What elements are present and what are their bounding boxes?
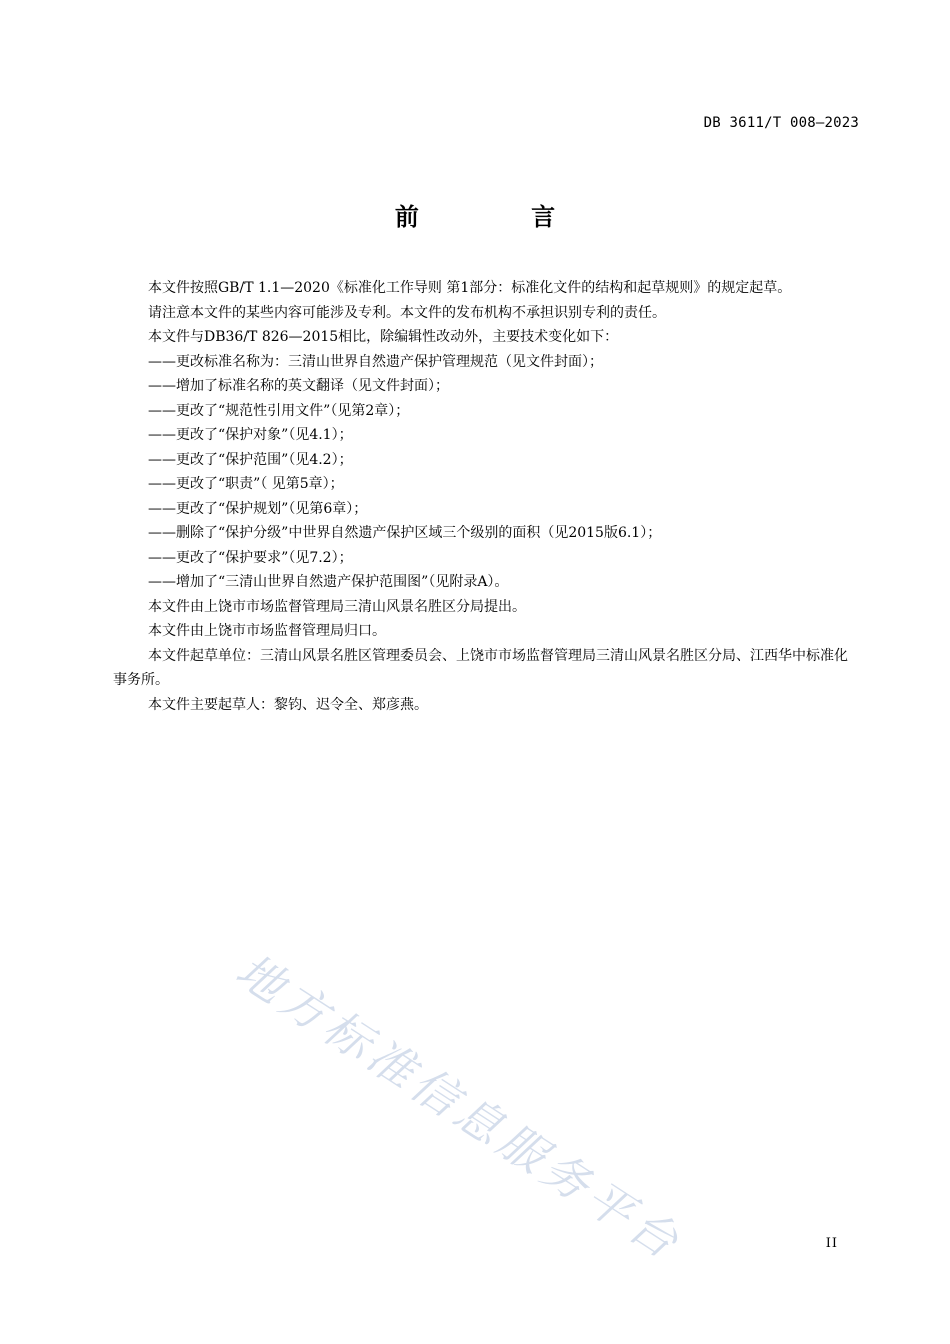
- paragraph-patent-notice: 请注意本文件的某些内容可能涉及专利。本文件的发布机构不承担识别专利的责任。: [148, 304, 666, 321]
- change-item: ——增加了“三清山世界自然遗产保护范围图”（见附录A）。: [148, 574, 509, 590]
- watermark-text: 地方标准信息服务平台: [226, 942, 693, 1272]
- paragraph-drafters: 本文件主要起草人：黎钧、迟令全、郑彦燕。: [148, 696, 428, 713]
- change-item: ——更改了“职责”（ 见第5章）；: [148, 476, 344, 492]
- change-item: ——增加了标准名称的英文翻译（见文件封面）；: [148, 378, 449, 394]
- change-item: ——更改标准名称为：三清山世界自然遗产保护管理规范（见文件封面）；: [148, 353, 603, 370]
- paragraph-centralized-unit: 本文件由上饶市市场监督管理局归口。: [148, 623, 386, 639]
- change-item: ——更改了“保护对象”（见4.1）；: [148, 427, 353, 443]
- change-item: ——更改了“保护规划”（见第6章）；: [148, 500, 368, 517]
- change-item: ——更改了“保护范围”（见4.2）；: [148, 451, 353, 468]
- paragraph-drafting-units: 本文件起草单位：三清山风景名胜区管理委员会、上饶市市场监督管理局三清山风景名胜区分局、江西华中标准化事务所。: [113, 647, 848, 688]
- page-number: II: [825, 1236, 838, 1251]
- standard-code: DB 3611/T 008—2023: [703, 115, 859, 131]
- foreword-body: [113, 276, 860, 717]
- change-item: ——删除了“保护分级”中世界自然遗产保护区域三个级别的面积（见2015版6.1）；: [148, 525, 662, 541]
- change-item: ——更改了“保护要求”（见7.2）；: [148, 549, 353, 566]
- page-title: 前 言: [394, 203, 608, 231]
- paragraph-drafting-basis: 本文件按照GB/T 1.1—2020《标准化工作导则 第1部分：标准化文件的结构和起草规则》的规定起草。: [148, 280, 792, 296]
- change-item: ——更改了“规范性引用文件”（见第2章）；: [148, 402, 410, 419]
- paragraph-changes-intro: 本文件与DB36/T 826—2015相比，除编辑性改动外，主要技术变化如下：: [148, 329, 619, 345]
- paragraph-proposer: 本文件由上饶市市场监督管理局三清山风景名胜区分局提出。: [148, 598, 526, 615]
